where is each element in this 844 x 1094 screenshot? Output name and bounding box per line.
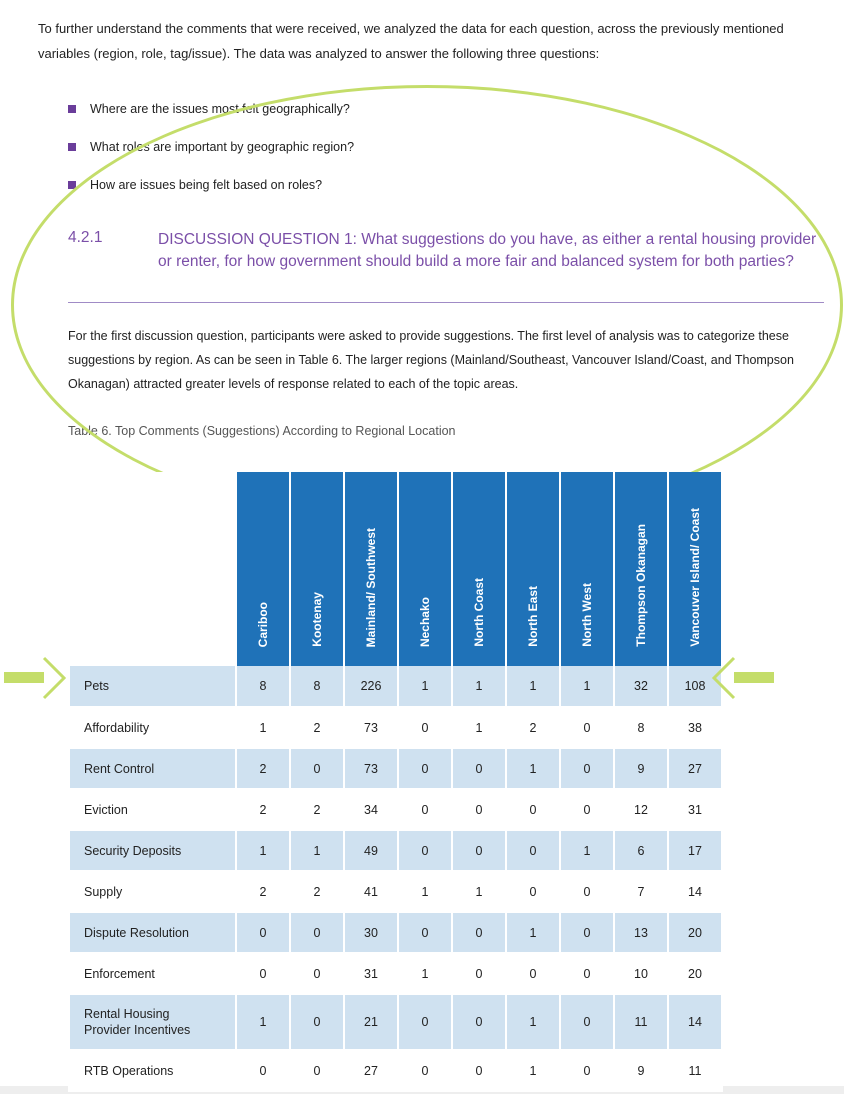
table-corner [69,472,236,666]
table-cell: 0 [560,707,614,748]
table-cell: 1 [398,953,452,994]
table-cell: 0 [560,789,614,830]
body-paragraph: For the first discussion question, participants were asked to provide suggestions. The first level of analysis was to categorize these suggestions by region. As can be seen in Table 6. The larger regions (Mainland/Southeast, Vancouver Island/Coast, and Thompson Okanagan) attracted greater levels of response related to each of the topic areas. [68,329,794,391]
table-cell: 0 [398,994,452,1050]
table-cell: 0 [506,830,560,871]
arrow-right-icon [4,656,66,700]
row-label: Dispute Resolution [69,912,236,953]
table-cell: 1 [560,666,614,707]
table-cell: 34 [344,789,398,830]
bullet-square-icon [68,181,76,189]
table-row [69,707,722,748]
table-cell: 0 [290,953,344,994]
table-cell: 1 [506,1050,560,1091]
table-cell: 0 [506,789,560,830]
table-cell: 0 [290,1050,344,1091]
row-label: Affordability [69,707,236,748]
column-header: North West [560,472,614,666]
table-cell: 0 [398,789,452,830]
table-cell: 1 [506,748,560,789]
table-cell: 0 [560,994,614,1050]
row-label: Pets [69,666,236,707]
table-row [69,912,722,953]
list-item: How are issues being felt based on roles? [68,166,354,204]
table-cell: 38 [668,707,722,748]
bullet-square-icon [68,105,76,113]
table-cell: 49 [344,830,398,871]
table-cell: 20 [668,912,722,953]
column-header: Kootenay [290,472,344,666]
table-cell: 1 [506,994,560,1050]
table-cell: 2 [290,871,344,912]
table-cell: 0 [290,748,344,789]
table-cell: 2 [236,871,290,912]
table-cell: 226 [344,666,398,707]
table-cell: 0 [452,748,506,789]
table-cell: 2 [236,748,290,789]
table-cell: 0 [452,789,506,830]
table-cell: 0 [398,748,452,789]
table-row [69,830,722,871]
data-table [68,472,723,1092]
table-caption: Table 6. Top Comments (Suggestions) According to Regional Location [68,424,456,438]
table-cell: 8 [236,666,290,707]
table-cell: 0 [398,707,452,748]
table-cell: 0 [236,953,290,994]
table-cell: 0 [398,830,452,871]
table-row [69,1050,722,1091]
table-cell: 30 [344,912,398,953]
column-header: Mainland/ Southwest [344,472,398,666]
table-cell: 0 [236,912,290,953]
table-cell: 0 [290,912,344,953]
intro-paragraph: To further understand the comments that were received, we analyzed the data for each question, across the previously mentioned variables (region, role, tag/issue). The data was analyzed to answer the following three questions: [38,21,784,61]
row-label: Enforcement [69,953,236,994]
table-cell: 0 [452,953,506,994]
table-cell: 2 [290,789,344,830]
table-cell: 1 [560,830,614,871]
column-header: Thompson Okanagan [614,472,668,666]
table-cell: 0 [560,871,614,912]
table-cell: 0 [398,912,452,953]
table-cell: 73 [344,707,398,748]
table-cell: 2 [290,707,344,748]
table-cell: 1 [290,830,344,871]
table-cell: 31 [668,789,722,830]
column-header: Vancouver Island/ Coast [668,472,722,666]
table-cell: 20 [668,953,722,994]
table-cell: 8 [290,666,344,707]
table-cell: 41 [344,871,398,912]
table-cell: 31 [344,953,398,994]
table-cell: 12 [614,789,668,830]
row-label: Eviction [69,789,236,830]
table-cell: 1 [398,871,452,912]
table-cell: 0 [560,748,614,789]
table-cell: 108 [668,666,722,707]
table-cell: 0 [236,1050,290,1091]
table-cell: 0 [452,1050,506,1091]
table-cell: 9 [614,1050,668,1091]
table-cell: 0 [398,1050,452,1091]
table-cell: 27 [668,748,722,789]
table-cell: 0 [452,830,506,871]
list-item: Where are the issues most felt geographically? [68,90,354,128]
table-cell: 11 [668,1050,722,1091]
table-cell: 0 [452,994,506,1050]
table-cell: 0 [290,994,344,1050]
table-row [69,994,722,1050]
section-number: 4.2.1 [68,229,103,246]
row-label: RTB Operations [69,1050,236,1091]
table-cell: 1 [452,707,506,748]
column-header: North East [506,472,560,666]
column-header: Nechako [398,472,452,666]
table-cell: 2 [506,707,560,748]
list-item: What roles are important by geographic region? [68,128,354,166]
table-row [69,748,722,789]
section-divider [68,302,824,303]
table-cell: 1 [398,666,452,707]
table-cell: 1 [236,994,290,1050]
column-header: Cariboo [236,472,290,666]
table-cell: 14 [668,994,722,1050]
table-cell: 73 [344,748,398,789]
table-cell: 14 [668,871,722,912]
table-cell: 0 [506,871,560,912]
table-cell: 7 [614,871,668,912]
table-cell: 1 [452,871,506,912]
table-row [69,789,722,830]
table-cell: 8 [614,707,668,748]
table-cell: 0 [560,912,614,953]
table-row [69,666,722,707]
table-header-row [69,472,722,666]
table-cell: 1 [506,912,560,953]
bullet-square-icon [68,143,76,151]
table-cell: 21 [344,994,398,1050]
table-row [69,953,722,994]
section-title: DISCUSSION QUESTION 1: What suggestions do you have, as either a rental housing provider or renter, for how government should build a more fair and balanced system for both parties? [158,231,817,270]
table-cell: 1 [236,707,290,748]
row-label: Rental Housing Provider Incentives [69,994,236,1050]
row-label: Supply [69,871,236,912]
arrow-left-icon [712,656,776,700]
table-cell: 11 [614,994,668,1050]
table-cell: 6 [614,830,668,871]
table-cell: 13 [614,912,668,953]
table-cell: 32 [614,666,668,707]
table-cell: 2 [236,789,290,830]
table-cell: 1 [506,666,560,707]
table-cell: 0 [560,953,614,994]
table-cell: 0 [560,1050,614,1091]
row-label: Security Deposits [69,830,236,871]
table-cell: 10 [614,953,668,994]
table-cell: 0 [506,953,560,994]
table-row [69,871,722,912]
table-cell: 1 [236,830,290,871]
row-label: Rent Control [69,748,236,789]
table-cell: 1 [452,666,506,707]
table-cell: 27 [344,1050,398,1091]
table-cell: 17 [668,830,722,871]
question-list [68,90,354,204]
column-header: North Coast [452,472,506,666]
table-cell: 0 [452,912,506,953]
table-cell: 9 [614,748,668,789]
